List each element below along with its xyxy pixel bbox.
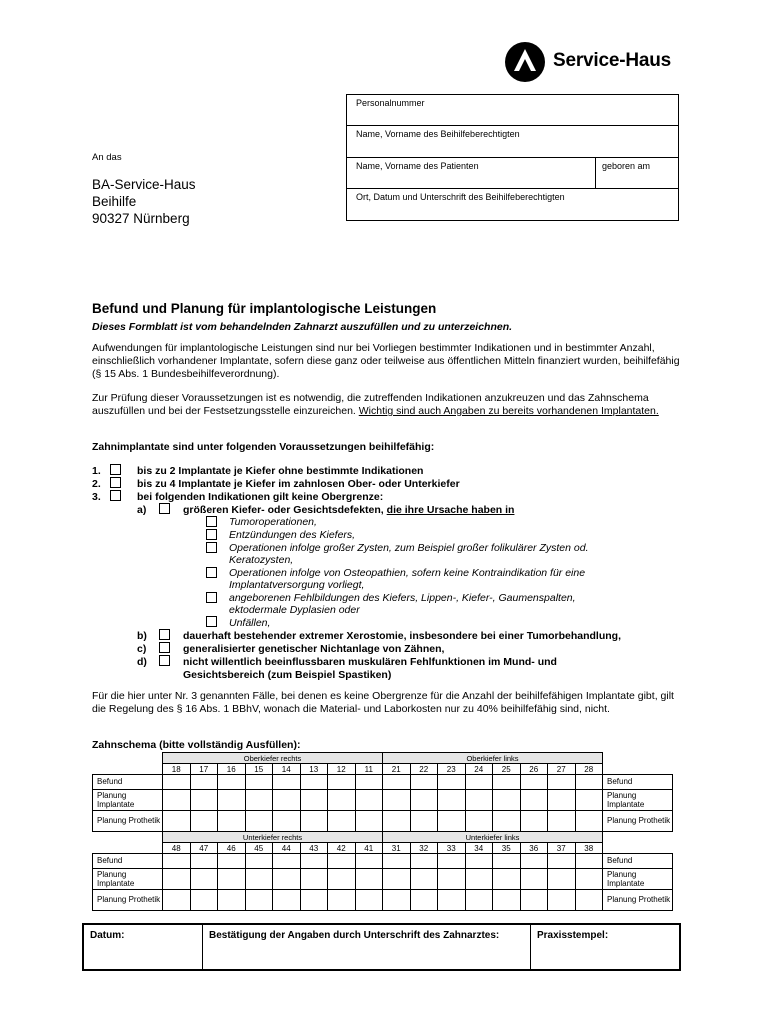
- tooth-number: 44: [273, 843, 301, 854]
- tooth-entry-cell[interactable]: [245, 854, 273, 869]
- tooth-number: 12: [328, 764, 356, 775]
- tooth-number: 38: [575, 843, 603, 854]
- tooth-number: 14: [273, 764, 301, 775]
- tooth-entry-cell[interactable]: [163, 869, 191, 890]
- zahnarzt-unterschrift-field[interactable]: Bestätigung der Angaben durch Unterschrift des Zahnarztes:: [203, 925, 531, 969]
- condition-1: 1.: [92, 465, 101, 477]
- material-costs-paragraph: Für die hier unter Nr. 3 genannten Fälle, bei denen es keine Obergrenze für die Anzahl der beihilfefähigen Implantate gibt, gilt die Regelung des § 16 Abs. 1 BBhV, wonach die Material- und Laborkosten nur zu 40% beihilfefähig sind, nicht.: [92, 690, 674, 715]
- tooth-entry-cell[interactable]: [273, 811, 301, 832]
- tooth-entry-cell[interactable]: [383, 890, 411, 911]
- uk-planung-implantate-label: Planung Implantate: [93, 869, 163, 890]
- spacer: [603, 764, 673, 775]
- tooth-entry-cell[interactable]: [410, 854, 438, 869]
- tooth-entry-cell[interactable]: [465, 854, 493, 869]
- tooth-number: 33: [438, 843, 466, 854]
- fehlbildungen-checkbox[interactable]: [206, 592, 217, 603]
- uk-links-header: Unterkiefer links: [383, 832, 603, 843]
- uk-befund-label: Befund: [93, 854, 163, 869]
- ok-befund-label-right: Befund: [603, 775, 673, 790]
- ok-planung-prothetik-label: Planung Prothetik: [93, 811, 163, 832]
- sub-d-letter: d): [137, 656, 147, 668]
- tooth-number: 16: [218, 764, 246, 775]
- tooth-entry-cell[interactable]: [575, 775, 603, 790]
- condition-2-checkbox[interactable]: [110, 477, 121, 488]
- uk-planung-prothetik-label: Planung Prothetik: [93, 890, 163, 911]
- tooth-entry-cell[interactable]: [355, 869, 383, 890]
- tooth-entry-cell[interactable]: [245, 869, 273, 890]
- tooth-entry-cell[interactable]: [438, 854, 466, 869]
- tooth-number: 42: [328, 843, 356, 854]
- tooth-entry-cell[interactable]: [383, 790, 411, 811]
- tooth-entry-cell[interactable]: [163, 775, 191, 790]
- tooth-entry-cell[interactable]: [245, 811, 273, 832]
- tooth-entry-cell[interactable]: [575, 890, 603, 911]
- tooth-number: 47: [190, 843, 218, 854]
- spacer: [93, 764, 163, 775]
- tooth-entry-cell[interactable]: [438, 775, 466, 790]
- uk-rechts-header: Unterkiefer rechts: [163, 832, 383, 843]
- uk-planung-implantate-label-right: Planung Implantate: [603, 869, 673, 890]
- intro-paragraph: Aufwendungen für implantologische Leistungen sind nur bei Vorliegen bestimmter Indikationen und in bestimmter Anzahl, einschließlich vorhandener Implantate, sofern diese ganz oder teilweise aus öffentlichen Mitteln finanziert wurden, beihilfefähig (§ 15 Abs. 1 Bundesbeihilfeverordnung).: [92, 342, 680, 380]
- tooth-number: 24: [465, 764, 493, 775]
- tooth-entry-cell[interactable]: [410, 869, 438, 890]
- fehlbildungen-label-cont: ektodermale Dyplasien oder: [229, 604, 360, 616]
- triangle-a-icon: [505, 42, 545, 82]
- tooth-entry-cell[interactable]: [438, 869, 466, 890]
- tooth-number: 41: [355, 843, 383, 854]
- tooth-entry-cell[interactable]: [300, 890, 328, 911]
- tooth-entry-cell[interactable]: [493, 854, 521, 869]
- sub-b-text: dauerhaft bestehender extremer Xerostomie, insbesondere bei einer Tumorbehandlung,: [183, 630, 621, 642]
- tooth-number: 35: [493, 843, 521, 854]
- tooth-number: 13: [300, 764, 328, 775]
- uk-planung-prothetik-label-right: Planung Prothetik: [603, 890, 673, 911]
- tooth-entry-cell[interactable]: [190, 811, 218, 832]
- sub-d-checkbox[interactable]: [159, 655, 170, 666]
- tooth-entry-cell[interactable]: [548, 854, 576, 869]
- tooth-entry-cell[interactable]: [273, 775, 301, 790]
- ok-planung-implantate-label: Planung Implantate: [93, 790, 163, 811]
- tooth-number: 48: [163, 843, 191, 854]
- tooth-entry-cell[interactable]: [520, 854, 548, 869]
- unfaelle-label: Unfällen,: [229, 617, 271, 629]
- tooth-entry-cell[interactable]: [548, 811, 576, 832]
- tooth-entry-cell[interactable]: [520, 869, 548, 890]
- tooth-entry-cell[interactable]: [520, 890, 548, 911]
- tooth-number: 15: [245, 764, 273, 775]
- signature-row: [82, 923, 681, 971]
- sub-a-letter: a): [137, 504, 147, 516]
- geboren-field[interactable]: geboren am: [595, 158, 650, 188]
- tooth-entry-cell[interactable]: [273, 790, 301, 811]
- patient-field[interactable]: Name, Vorname des Patienten geboren am: [347, 158, 678, 189]
- tooth-entry-cell[interactable]: [300, 775, 328, 790]
- tooth-entry-cell[interactable]: [465, 775, 493, 790]
- sub-d-text-cont: Gesichtsbereich (zum Beispiel Spastiken): [183, 669, 392, 681]
- tooth-entry-cell[interactable]: [328, 890, 356, 911]
- tooth-number: 18: [163, 764, 191, 775]
- tooth-entry-cell[interactable]: [218, 775, 246, 790]
- logo-text: Service-Haus: [553, 50, 672, 71]
- tooth-entry-cell[interactable]: [245, 775, 273, 790]
- tooth-entry-cell[interactable]: [438, 811, 466, 832]
- fehlbildungen-label: angeborenen Fehlbildungen des Kiefers, Lippen-, Kiefer-, Gaumenspalten,: [229, 592, 576, 604]
- tooth-entry-cell[interactable]: [493, 811, 521, 832]
- sub-d-text: nicht willentlich beeinflussbaren muskulären Fehlfunktionen im Mund- und: [183, 656, 557, 668]
- tooth-entry-cell[interactable]: [300, 869, 328, 890]
- ok-links-header: Oberkiefer links: [383, 753, 603, 764]
- ok-befund-label: Befund: [93, 775, 163, 790]
- tooth-entry-cell[interactable]: [383, 869, 411, 890]
- sub-b-checkbox[interactable]: [159, 629, 170, 640]
- spacer: [93, 843, 163, 854]
- sub-c-text: generalisierter genetischer Nichtanlage von Zähnen,: [183, 643, 445, 655]
- tooth-entry-cell[interactable]: [493, 869, 521, 890]
- condition-1-text: bis zu 2 Implantate je Kiefer ohne bestimmte Indikationen: [137, 465, 424, 477]
- tooth-entry-cell[interactable]: [575, 790, 603, 811]
- tooth-entry-cell[interactable]: [410, 775, 438, 790]
- condition-2-text: bis zu 4 Implantate je Kiefer im zahnlosen Ober- oder Unterkiefer: [137, 478, 460, 490]
- praxisstempel-field[interactable]: Praxisstempel:: [537, 930, 609, 941]
- tooth-entry-cell[interactable]: [465, 790, 493, 811]
- tooth-entry-cell[interactable]: [273, 869, 301, 890]
- tooth-entry-cell[interactable]: [520, 790, 548, 811]
- tooth-entry-cell[interactable]: [438, 790, 466, 811]
- tumoroperationen-checkbox[interactable]: [206, 516, 217, 527]
- tooth-entry-cell[interactable]: [300, 811, 328, 832]
- datum-field[interactable]: Datum:: [84, 925, 203, 969]
- tooth-entry-cell[interactable]: [355, 890, 383, 911]
- unfaelle-checkbox[interactable]: [206, 616, 217, 627]
- sub-b-letter: b): [137, 630, 147, 642]
- tooth-entry-cell[interactable]: [328, 869, 356, 890]
- spacer: [93, 832, 163, 843]
- tooth-number: 46: [218, 843, 246, 854]
- ok-rechts-header: Oberkiefer rechts: [163, 753, 383, 764]
- tooth-entry-cell[interactable]: [465, 890, 493, 911]
- tooth-entry-cell[interactable]: [163, 790, 191, 811]
- uk-befund-label-right: Befund: [603, 854, 673, 869]
- tooth-entry-cell[interactable]: [218, 790, 246, 811]
- tooth-entry-cell[interactable]: [383, 854, 411, 869]
- spacer: [603, 832, 673, 843]
- tooth-number: 34: [465, 843, 493, 854]
- tooth-entry-cell[interactable]: [548, 890, 576, 911]
- condition-2: 2.: [92, 478, 101, 490]
- tooth-entry-cell[interactable]: [438, 890, 466, 911]
- recipient-address: BA-Service-Haus Beihilfe 90327 Nürnberg: [92, 177, 196, 226]
- form-title: Befund und Planung für implantologische Leistungen: [92, 301, 437, 316]
- header-box: [346, 94, 679, 221]
- tooth-entry-cell[interactable]: [328, 811, 356, 832]
- tooth-entry-cell[interactable]: [410, 890, 438, 911]
- zahnschema-heading: Zahnschema (bitte vollständig Ausfüllen):: [92, 739, 301, 751]
- tooth-number: 45: [245, 843, 273, 854]
- beihilfeberechtigter-field[interactable]: Name, Vorname des Beihilfeberechtigten: [347, 126, 678, 158]
- tooth-entry-cell[interactable]: [410, 811, 438, 832]
- tooth-entry-cell[interactable]: [273, 890, 301, 911]
- form-subtitle: Dieses Formblatt ist vom behandelnden Zahnarzt auszufüllen und zu unterzeichnen.: [92, 321, 513, 333]
- tooth-entry-cell[interactable]: [300, 790, 328, 811]
- tooth-entry-cell[interactable]: [328, 854, 356, 869]
- tooth-entry-cell[interactable]: [520, 775, 548, 790]
- tooth-entry-cell[interactable]: [465, 811, 493, 832]
- tooth-number: 37: [548, 843, 576, 854]
- tooth-entry-cell[interactable]: [328, 775, 356, 790]
- zysten-checkbox[interactable]: [206, 542, 217, 553]
- tooth-entry-cell[interactable]: [190, 775, 218, 790]
- tooth-entry-cell[interactable]: [245, 890, 273, 911]
- sub-a-checkbox[interactable]: [159, 503, 170, 514]
- tooth-entry-cell[interactable]: [273, 854, 301, 869]
- tooth-entry-cell[interactable]: [163, 854, 191, 869]
- tooth-entry-cell[interactable]: [163, 890, 191, 911]
- zahnschema-table: [92, 752, 673, 911]
- tooth-number: 11: [355, 764, 383, 775]
- instructions-paragraph: Zur Prüfung dieser Voraussetzungen ist es notwendig, die zutreffenden Indikationen anzukreuzen und das Zahnschema auszufüllen und bei der Festsetzungsstelle einzureichen. Wichtig sind auch Angaben zu bereits vorhandenen Implantaten.: [92, 392, 659, 417]
- tooth-entry-cell[interactable]: [383, 811, 411, 832]
- tooth-number: 28: [575, 764, 603, 775]
- tooth-number: 25: [493, 764, 521, 775]
- tooth-number: 23: [438, 764, 466, 775]
- tooth-entry-cell[interactable]: [218, 811, 246, 832]
- tooth-number: 26: [520, 764, 548, 775]
- tooth-entry-cell[interactable]: [218, 890, 246, 911]
- tooth-entry-cell[interactable]: [190, 890, 218, 911]
- tooth-entry-cell[interactable]: [548, 869, 576, 890]
- tooth-entry-cell[interactable]: [218, 854, 246, 869]
- tooth-entry-cell[interactable]: [575, 869, 603, 890]
- zysten-label: Operationen infolge großer Zysten, zum Beispiel großer folikulärer Zysten od.: [229, 542, 589, 554]
- tooth-entry-cell[interactable]: [190, 854, 218, 869]
- ort-datum-unterschrift-field[interactable]: Ort, Datum und Unterschrift des Beihilfeberechtigten: [356, 192, 565, 202]
- tooth-entry-cell[interactable]: [493, 790, 521, 811]
- tooth-number: 22: [410, 764, 438, 775]
- osteopathien-label: Operationen infolge von Osteopathien, sofern keine Kontraindikation für eine: [229, 567, 586, 579]
- tooth-entry-cell[interactable]: [548, 790, 576, 811]
- spacer: [603, 843, 673, 854]
- sub-a-text: größeren Kiefer- oder Gesichtsdefekten, die ihre Ursache haben in: [183, 504, 515, 516]
- tooth-number: 36: [520, 843, 548, 854]
- tooth-number: 27: [548, 764, 576, 775]
- condition-3-checkbox[interactable]: [110, 490, 121, 501]
- an-das-label: An das: [92, 152, 122, 163]
- spacer: [603, 753, 673, 764]
- tooth-entry-cell[interactable]: [410, 790, 438, 811]
- entzuendungen-label: Entzündungen des Kiefers,: [229, 529, 356, 541]
- tooth-entry-cell[interactable]: [328, 790, 356, 811]
- sub-c-checkbox[interactable]: [159, 642, 170, 653]
- tooth-entry-cell[interactable]: [575, 811, 603, 832]
- spacer: [93, 753, 163, 764]
- tooth-entry-cell[interactable]: [520, 811, 548, 832]
- tooth-entry-cell[interactable]: [465, 869, 493, 890]
- tooth-entry-cell[interactable]: [355, 775, 383, 790]
- tumoroperationen-label: Tumoroperationen,: [229, 516, 317, 528]
- condition-3-text: bei folgenden Indikationen gilt keine Obergrenze:: [137, 491, 384, 503]
- tooth-number: 21: [383, 764, 411, 775]
- tooth-entry-cell[interactable]: [218, 869, 246, 890]
- ok-planung-prothetik-label-right: Planung Prothetik: [603, 811, 673, 832]
- zysten-label-cont: Keratozysten,: [229, 554, 294, 566]
- tooth-number: 17: [190, 764, 218, 775]
- condition-1-checkbox[interactable]: [110, 464, 121, 475]
- tooth-entry-cell[interactable]: [355, 811, 383, 832]
- conditions-heading: Zahnimplantate sind unter folgenden Voraussetzungen beihilfefähig:: [92, 441, 435, 453]
- tooth-entry-cell[interactable]: [190, 790, 218, 811]
- tooth-entry-cell[interactable]: [493, 775, 521, 790]
- personalnummer-field[interactable]: Personalnummer: [347, 95, 678, 126]
- osteopathien-checkbox[interactable]: [206, 567, 217, 578]
- tooth-entry-cell[interactable]: [300, 854, 328, 869]
- sub-c-letter: c): [137, 643, 147, 655]
- condition-3: 3.: [92, 491, 101, 503]
- entzuendungen-checkbox[interactable]: [206, 529, 217, 540]
- tooth-number: 31: [383, 843, 411, 854]
- tooth-entry-cell[interactable]: [548, 775, 576, 790]
- tooth-entry-cell[interactable]: [493, 890, 521, 911]
- tooth-entry-cell[interactable]: [355, 854, 383, 869]
- tooth-entry-cell[interactable]: [575, 854, 603, 869]
- ok-planung-implantate-label-right: Planung Implantate: [603, 790, 673, 811]
- tooth-number: 43: [300, 843, 328, 854]
- tooth-entry-cell[interactable]: [383, 775, 411, 790]
- tooth-entry-cell[interactable]: [245, 790, 273, 811]
- tooth-entry-cell[interactable]: [163, 811, 191, 832]
- tooth-entry-cell[interactable]: [190, 869, 218, 890]
- agency-logo: [505, 42, 545, 82]
- osteopathien-label-cont: Implantatversorgung vorliegt,: [229, 579, 365, 591]
- tooth-number: 32: [410, 843, 438, 854]
- tooth-entry-cell[interactable]: [355, 790, 383, 811]
